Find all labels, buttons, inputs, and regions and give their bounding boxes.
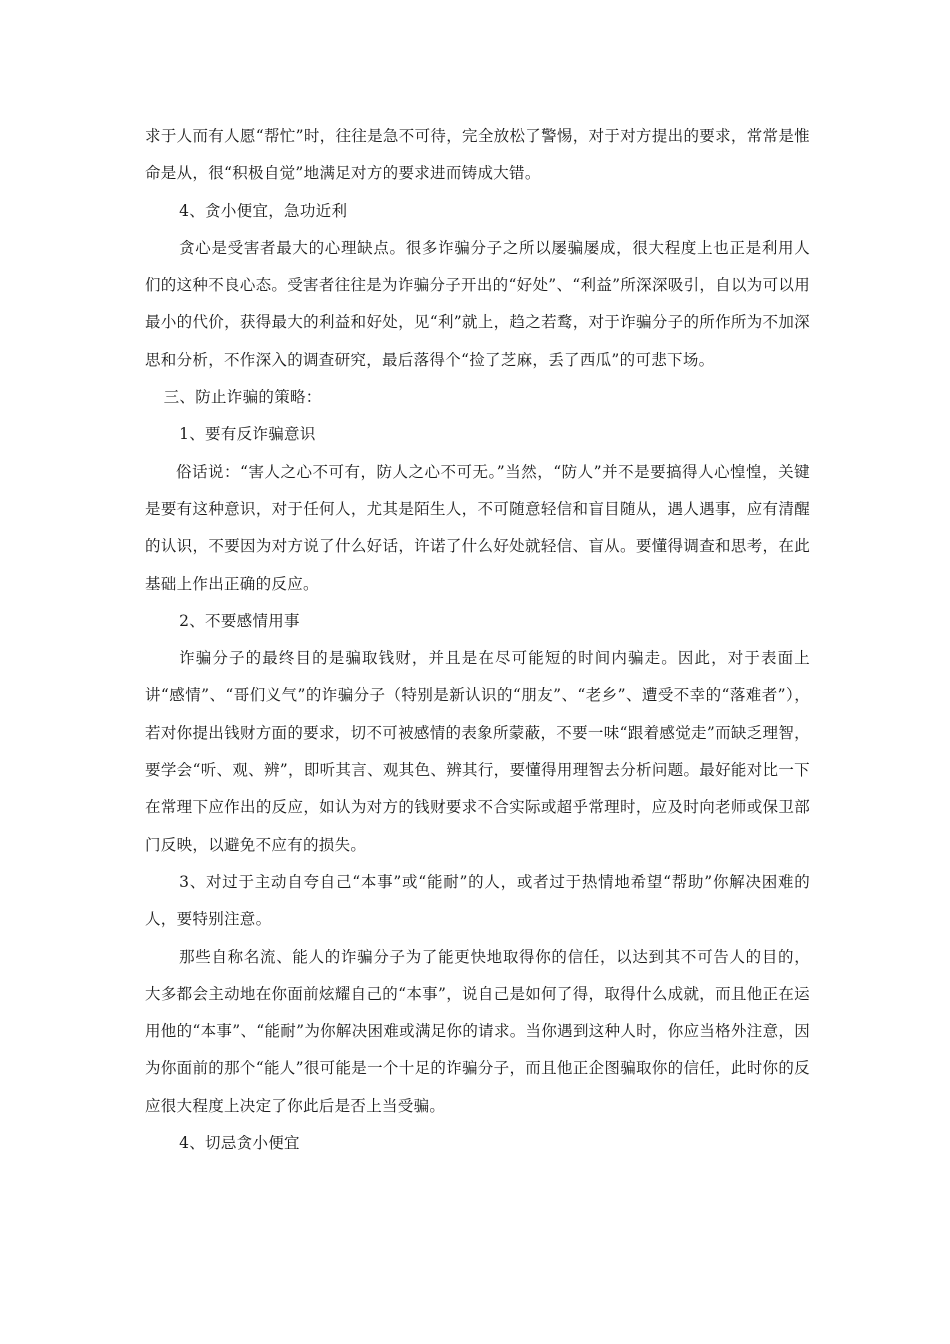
subheading-avoid-greed: 4、切忌贪小便宜 — [179, 1134, 300, 1153]
subheading-awareness: 1、要有反诈骗意识 — [179, 425, 316, 444]
document-body — [145, 118, 810, 1162]
subheading-boasters: 3、对过于主动自夸自己“本事”或“能耐”的人，或者过于热情地希望“帮助”你解决困难的人，要特别注意。 — [145, 872, 810, 929]
body-paragraph-emotion: 诈骗分子的最终目的是骗取钱财，并且是在尽可能短的时间内骗走。因此，对于表面上讲“感情”、“哥们义气”的诈骗分子（特别是新认识的“朋友”、“老乡”、遭受不幸的“落难者”），若对你提出钱财方面的要求，切不可被感情的表象所蒙蔽，不要一味“跟着感觉走”而缺乏理智，要学会“听、观、辨”，即听其言、观其色、辨其行，要懂得用理智去分析问题。最好能对比一下在常理下应作出的反应，如认为对方的钱财要求不合实际或超乎常理时，应及时向老师或保卫部门反映，以避免不应有的损失。 — [145, 649, 810, 854]
body-paragraph-awareness: 俗话说：“害人之心不可有，防人之心不可无。”当然，“防人”并不是要搞得人心惶惶，关键是要有这种意识，对于任何人，尤其是陌生人，不可随意轻信和盲目随从，遇人遇事，应有清醒的认识，不要因为对方说了什么好话，许诺了什么好处就轻信、盲从。要懂得调查和思考，在此基础上作出正确的反应。 — [145, 462, 810, 593]
body-paragraph-continued: 求于人而有人愿“帮忙”时，往往是急不可待，完全放松了警惕，对于对方提出的要求，常常是惟命是从，很“积极自觉”地满足对方的要求进而铸成大错。 — [145, 127, 810, 183]
subheading-greed: 4、贪小便宜，急功近利 — [179, 201, 348, 220]
section-heading-strategies: 三、防止诈骗的策略： — [163, 388, 322, 407]
body-paragraph-boasters: 那些自称名流、能人的诈骗分子为了能更快地取得你的信任，以达到其不可告人的目的，大多都会主动地在你面前炫耀自己的“本事”，说自己是如何了得，取得什么成就，而且他正在运用他的“本事”、“能耐”为你解决困难或满足你的请求。当你遇到这种人时，你应当格外注意，因为你面前的那个“能人”很可能是一个十足的诈骗分子，而且他正企图骗取你的信任，此时你的反应很大程度上决定了你此后是否上当受骗。 — [145, 947, 810, 1115]
subheading-emotion: 2、不要感情用事 — [179, 611, 300, 630]
body-paragraph-greed: 贪心是受害者最大的心理缺点。很多诈骗分子之所以屡骗屡成，很大程度上也正是利用人们的这种不良心态。受害者往往是为诈骗分子开出的“好处”、“利益”所深深吸引，自以为可以用最小的代价，获得最大的利益和好处，见“利”就上，趋之若鹜，对于诈骗分子的所作所为不加深思和分析，不作深入的调查研究，最后落得个“捡了芝麻，丢了西瓜”的可悲下场。 — [145, 238, 810, 369]
